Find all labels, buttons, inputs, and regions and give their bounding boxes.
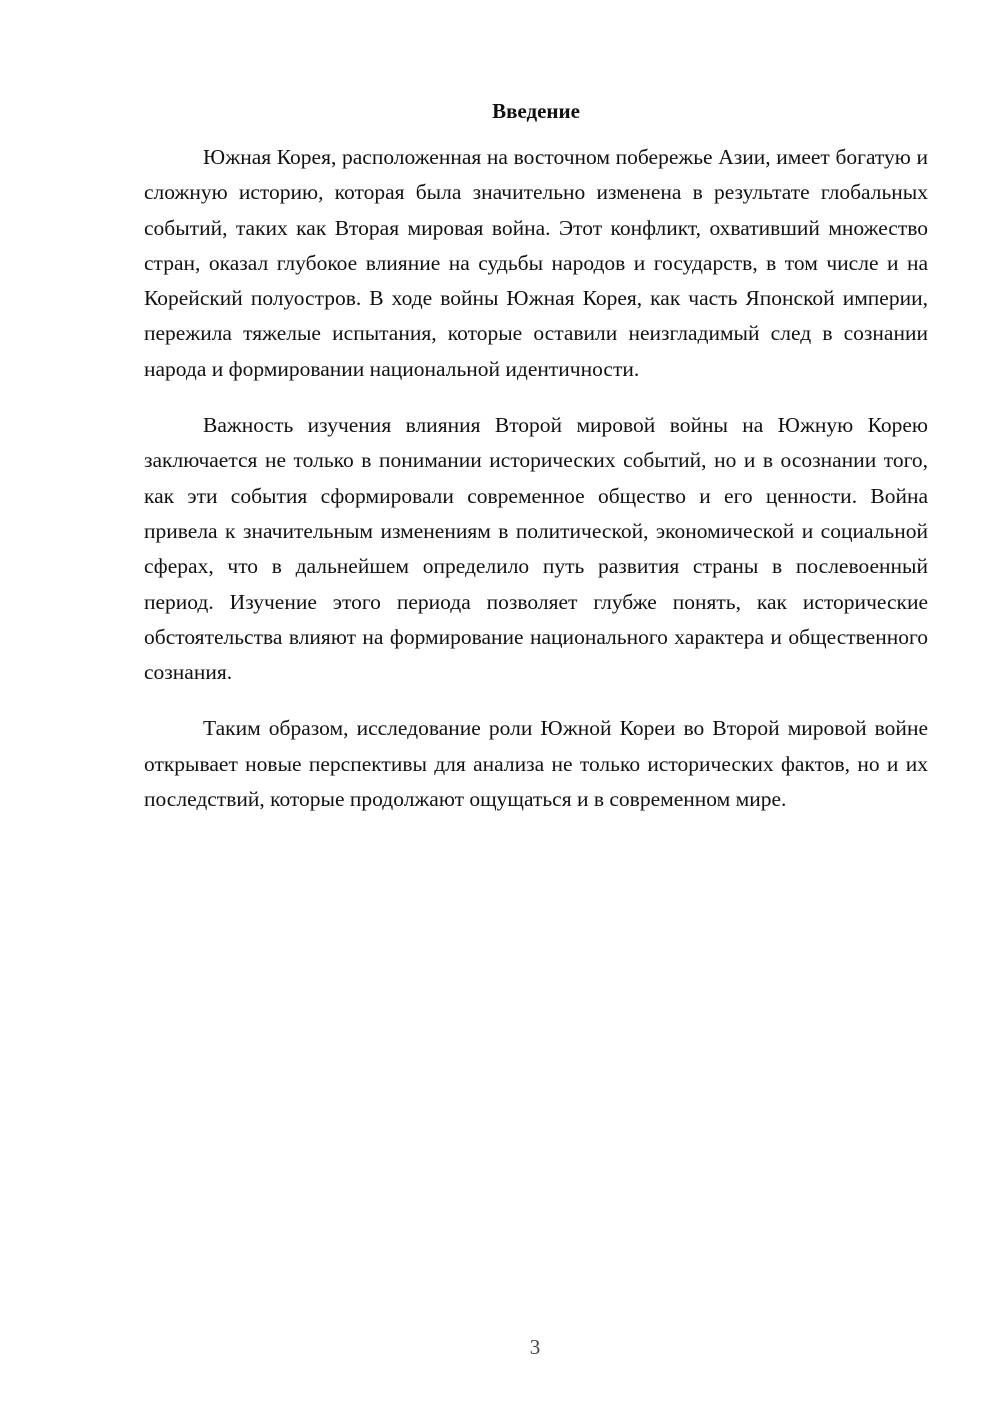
- page-number: 3: [529, 1335, 541, 1359]
- paragraph-1: Южная Корея, расположенная на восточном побережье Азии, имеет богатую и сложную историю, которая была значительно изменена в результате глобальных событий, таких как Вторая мировая война. Этот конфликт, охвативший множество стран, оказал глубокое влияние на судьбы народов и государств, в том числе и на Корейский полуостров. В ходе войны Южная Корея, как часть Японской империи, пережила тяжелые испытания, которые оставили неизгладимый след в сознании народа и формировании национальной идентичности.: [144, 145, 928, 381]
- paragraph-2: Важность изучения влияния Второй мировой войны на Южную Корею заключается не только в понимании исторических событий, но и в осознании того, как эти события сформировали современное общество и его ценности. Война привела к значительным изменениям в политической, экономической и социальной сферах, что в дальнейшем определило путь развития страны в послевоенный период. Изучение этого периода позволяет глубже понять, как исторические обстоятельства влияют на формирование национального характера и общественного сознания.: [144, 413, 928, 685]
- page-content: [144, 96, 928, 838]
- section-heading: Введение: [492, 99, 580, 123]
- paragraph-3: Таким образом, исследование роли Южной Кореи во Второй мировой войне открывает новые перспективы для анализа не только исторических фактов, но и их последствий, которые продолжают ощущаться и в современном мире.: [144, 716, 928, 812]
